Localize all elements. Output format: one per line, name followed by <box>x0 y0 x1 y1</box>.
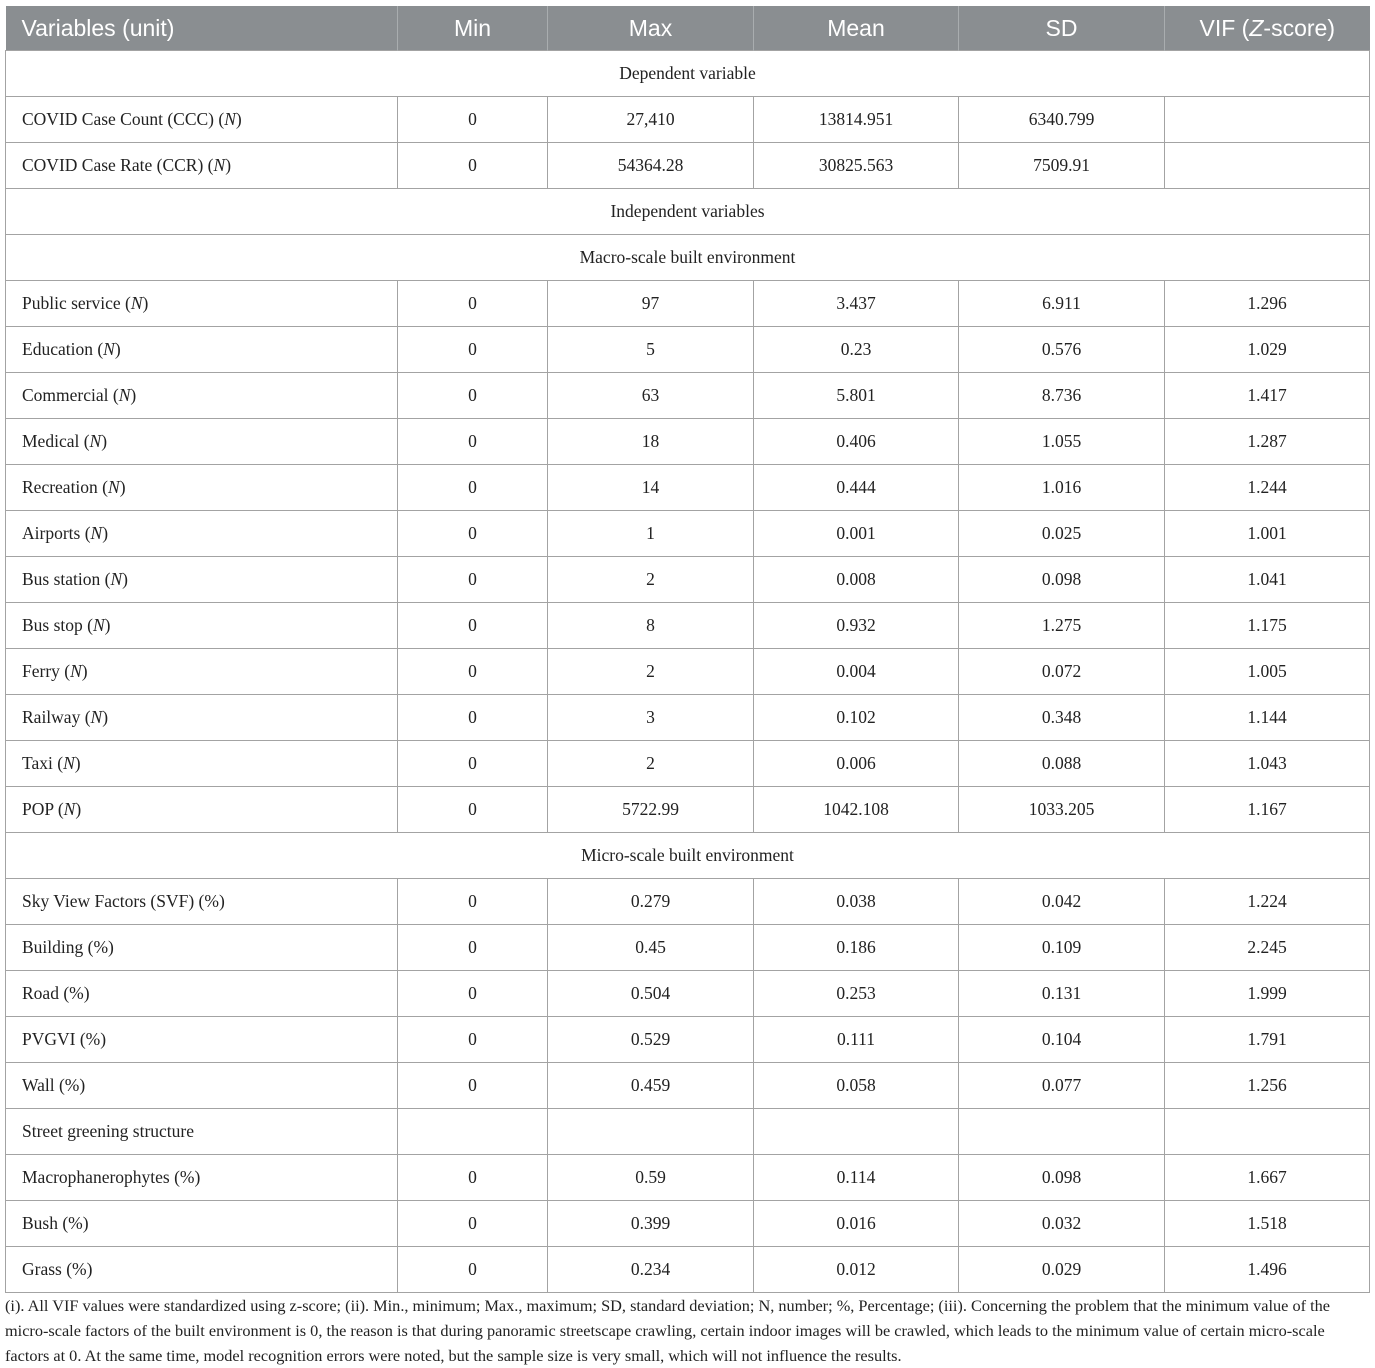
variable-unit: N <box>130 293 143 313</box>
value-mean: 5.801 <box>754 373 959 419</box>
variable-unit: N <box>90 707 103 727</box>
table-row <box>6 649 1370 695</box>
header-min: Min <box>398 6 548 51</box>
variable-name: PVGVI (%) <box>22 1029 107 1049</box>
value-max: 5722.99 <box>548 787 754 833</box>
value-max: 0.45 <box>548 925 754 971</box>
table-row <box>6 1017 1370 1063</box>
header-vif-pre: VIF ( <box>1199 14 1250 41</box>
table-row <box>6 695 1370 741</box>
table-row <box>6 1063 1370 1109</box>
variable-name: Bus stop ( <box>22 615 93 635</box>
value-max: 0.279 <box>548 879 754 925</box>
variable-unit: N <box>224 109 236 129</box>
value-min: 0 <box>398 603 548 649</box>
variable-name: Sky View Factors (SVF) (%) <box>22 891 225 911</box>
variable-unit-close: ) <box>225 155 232 175</box>
variable-name-cell <box>6 741 398 787</box>
value-sd: 0.109 <box>959 925 1165 971</box>
section-heading: Micro-scale built environment <box>6 833 1370 879</box>
value-max: 0.234 <box>548 1247 754 1293</box>
variable-unit-close: ) <box>104 615 111 635</box>
variable-name: Recreation ( <box>22 477 108 497</box>
variable-name-cell <box>6 1247 398 1293</box>
value-min: 0 <box>398 1247 548 1293</box>
value-max: 5 <box>548 327 754 373</box>
variable-name: Wall (%) <box>22 1075 86 1095</box>
value-max: 1 <box>548 511 754 557</box>
value-vif: 1.001 <box>1165 511 1370 557</box>
header-variables: Variables (unit) <box>6 6 398 51</box>
variable-unit-close: ) <box>102 523 109 543</box>
variable-name: Education ( <box>22 339 104 359</box>
empty-cell <box>548 1109 754 1155</box>
value-min: 0 <box>398 1063 548 1109</box>
value-min: 0 <box>398 465 548 511</box>
variable-name-cell <box>6 281 398 327</box>
header-vif-z: Z <box>1249 14 1264 41</box>
value-sd: 1.275 <box>959 603 1165 649</box>
variable-name-cell <box>6 1063 398 1109</box>
value-min: 0 <box>398 1155 548 1201</box>
table-row <box>6 373 1370 419</box>
value-vif: 1.144 <box>1165 695 1370 741</box>
value-min: 0 <box>398 557 548 603</box>
value-min: 0 <box>398 143 548 189</box>
variable-unit: N <box>118 385 131 405</box>
value-vif: 1.167 <box>1165 787 1370 833</box>
value-mean: 0.253 <box>754 971 959 1017</box>
value-vif: 1.041 <box>1165 557 1370 603</box>
empty-cell <box>754 1109 959 1155</box>
value-max: 2 <box>548 741 754 787</box>
value-min: 0 <box>398 787 548 833</box>
value-max: 0.504 <box>548 971 754 1017</box>
section-heading: Independent variables <box>6 189 1370 235</box>
value-mean: 0.406 <box>754 419 959 465</box>
variable-unit: N <box>70 661 82 681</box>
value-mean: 0.038 <box>754 879 959 925</box>
variable-unit: N <box>213 155 226 175</box>
value-max: 2 <box>548 649 754 695</box>
value-sd: 0.088 <box>959 741 1165 787</box>
value-min: 0 <box>398 971 548 1017</box>
variable-unit: N <box>92 615 105 635</box>
value-vif: 1.244 <box>1165 465 1370 511</box>
variable-name: Macrophanerophytes (%) <box>22 1167 201 1187</box>
section-heading: Macro-scale built environment <box>6 235 1370 281</box>
table-row <box>6 603 1370 649</box>
value-mean: 0.102 <box>754 695 959 741</box>
header-max: Max <box>548 6 754 51</box>
value-max: 2 <box>548 557 754 603</box>
value-mean: 1042.108 <box>754 787 959 833</box>
table-header <box>6 6 1370 51</box>
variable-unit-close: ) <box>130 385 137 405</box>
value-sd: 0.032 <box>959 1201 1165 1247</box>
value-max: 0.399 <box>548 1201 754 1247</box>
value-vif <box>1165 97 1370 143</box>
value-mean: 3.437 <box>754 281 959 327</box>
variable-unit-close: ) <box>119 477 126 497</box>
value-mean: 0.114 <box>754 1155 959 1201</box>
table-row <box>6 741 1370 787</box>
table-row <box>6 143 1370 189</box>
value-vif: 1.417 <box>1165 373 1370 419</box>
value-vif: 1.175 <box>1165 603 1370 649</box>
value-vif: 1.999 <box>1165 971 1370 1017</box>
variable-name: Ferry ( <box>22 661 71 681</box>
table-row <box>6 97 1370 143</box>
value-sd: 1.016 <box>959 465 1165 511</box>
value-mean: 0.444 <box>754 465 959 511</box>
table-row <box>6 327 1370 373</box>
value-vif <box>1165 143 1370 189</box>
variable-unit: N <box>108 477 120 497</box>
table-row <box>6 971 1370 1017</box>
value-mean: 0.012 <box>754 1247 959 1293</box>
value-min: 0 <box>398 1201 548 1247</box>
value-sd: 0.029 <box>959 1247 1165 1293</box>
variable-name: Medical ( <box>22 431 90 451</box>
variable-name-cell <box>6 465 398 511</box>
value-max: 0.529 <box>548 1017 754 1063</box>
header-mean: Mean <box>754 6 959 51</box>
value-sd: 7509.91 <box>959 143 1165 189</box>
value-sd: 6340.799 <box>959 97 1165 143</box>
value-mean: 0.932 <box>754 603 959 649</box>
value-mean: 0.008 <box>754 557 959 603</box>
variable-name-cell <box>6 1017 398 1063</box>
header-vif-post: -score) <box>1263 14 1335 41</box>
value-vif: 1.029 <box>1165 327 1370 373</box>
variable-name: POP ( <box>22 799 64 819</box>
value-vif: 1.791 <box>1165 1017 1370 1063</box>
section-row <box>6 51 1370 97</box>
value-vif: 1.256 <box>1165 1063 1370 1109</box>
value-mean: 0.001 <box>754 511 959 557</box>
value-max: 0.59 <box>548 1155 754 1201</box>
value-sd: 1.055 <box>959 419 1165 465</box>
variable-name-cell <box>6 143 398 189</box>
value-sd: 0.131 <box>959 971 1165 1017</box>
value-vif: 1.296 <box>1165 281 1370 327</box>
value-mean: 0.006 <box>754 741 959 787</box>
value-sd: 0.098 <box>959 1155 1165 1201</box>
value-min: 0 <box>398 97 548 143</box>
table-row <box>6 419 1370 465</box>
value-mean: 0.004 <box>754 649 959 695</box>
variable-name: COVID Case Count (CCC) ( <box>22 109 225 129</box>
variable-name: Commercial ( <box>22 385 119 405</box>
header-vif <box>1165 6 1370 51</box>
value-sd: 6.911 <box>959 281 1165 327</box>
variable-name: Taxi ( <box>22 753 64 773</box>
table-row <box>6 787 1370 833</box>
value-sd: 0.072 <box>959 649 1165 695</box>
value-min: 0 <box>398 281 548 327</box>
variable-name-cell <box>6 603 398 649</box>
section-heading: Street greening structure <box>6 1109 398 1155</box>
variable-unit: N <box>63 799 76 819</box>
section-heading: Dependent variable <box>6 51 1370 97</box>
variable-unit: N <box>103 339 115 359</box>
value-min: 0 <box>398 879 548 925</box>
variable-name: Road (%) <box>22 983 90 1003</box>
variable-name: Railway ( <box>22 707 91 727</box>
value-mean: 0.058 <box>754 1063 959 1109</box>
statistics-table-container <box>5 6 1369 1293</box>
variable-unit-close: ) <box>114 339 121 359</box>
variable-name: Airports ( <box>22 523 91 543</box>
value-sd: 0.576 <box>959 327 1165 373</box>
variable-name: Building (%) <box>22 937 114 957</box>
table-row <box>6 1155 1370 1201</box>
variable-name-cell <box>6 1155 398 1201</box>
value-mean: 13814.951 <box>754 97 959 143</box>
table-footnote: (i). All VIF values were standardized using z-score; (ii). Min., minimum; Max., maximum; SD, standard deviation; N, number; %, Percentage; (iii). Concerning the problem that the minimum value of the micro-scale factors of the built environment is 0, the reason is that during panoramic streetscape crawling, certain indoor images will be crawled, which leads to the minimum value of certain micro-scale factors at 0. At the same time, model recognition errors were noted, but the sample size is very small, which will not influence the results. <box>5 1296 1330 1365</box>
value-vif: 1.224 <box>1165 879 1370 925</box>
value-min: 0 <box>398 649 548 695</box>
variable-unit: N <box>63 753 75 773</box>
variable-unit-close: ) <box>74 753 81 773</box>
value-sd: 0.077 <box>959 1063 1165 1109</box>
variable-unit: N <box>110 569 123 589</box>
value-min: 0 <box>398 741 548 787</box>
value-sd: 0.348 <box>959 695 1165 741</box>
variable-unit-close: ) <box>235 109 242 129</box>
value-min: 0 <box>398 1017 548 1063</box>
value-min: 0 <box>398 419 548 465</box>
variable-name-cell <box>6 695 398 741</box>
variable-unit-close: ) <box>101 431 108 451</box>
header-sd: SD <box>959 6 1165 51</box>
variable-unit-close: ) <box>142 293 149 313</box>
variable-unit-close: ) <box>102 707 109 727</box>
variable-name-cell <box>6 879 398 925</box>
value-sd: 1033.205 <box>959 787 1165 833</box>
value-max: 0.459 <box>548 1063 754 1109</box>
value-sd: 0.098 <box>959 557 1165 603</box>
table-row <box>6 1247 1370 1293</box>
variable-name: Bus station ( <box>22 569 111 589</box>
variable-name-cell <box>6 925 398 971</box>
value-min: 0 <box>398 373 548 419</box>
table-row <box>6 879 1370 925</box>
value-min: 0 <box>398 925 548 971</box>
variable-name: Grass (%) <box>22 1259 93 1279</box>
variable-name: COVID Case Rate (CCR) ( <box>22 155 214 175</box>
value-max: 97 <box>548 281 754 327</box>
value-max: 54364.28 <box>548 143 754 189</box>
value-max: 8 <box>548 603 754 649</box>
value-min: 0 <box>398 695 548 741</box>
variable-name-cell <box>6 373 398 419</box>
empty-cell <box>959 1109 1165 1155</box>
descriptive-statistics-table <box>5 6 1370 1293</box>
variable-name: Bush (%) <box>22 1213 89 1233</box>
value-vif: 1.667 <box>1165 1155 1370 1201</box>
table-body <box>6 51 1370 1293</box>
variable-unit-close: ) <box>122 569 128 589</box>
variable-name-cell <box>6 511 398 557</box>
section-row <box>6 833 1370 879</box>
value-min: 0 <box>398 511 548 557</box>
variable-name-cell <box>6 649 398 695</box>
value-mean: 0.23 <box>754 327 959 373</box>
value-vif: 1.005 <box>1165 649 1370 695</box>
value-vif: 1.287 <box>1165 419 1370 465</box>
variable-unit-close: ) <box>81 661 88 681</box>
value-max: 27,410 <box>548 97 754 143</box>
value-vif: 1.043 <box>1165 741 1370 787</box>
table-row <box>6 925 1370 971</box>
variable-name: Public service ( <box>22 293 131 313</box>
value-sd: 8.736 <box>959 373 1165 419</box>
variable-unit-close: ) <box>75 799 82 819</box>
value-sd: 0.042 <box>959 879 1165 925</box>
section-row <box>6 1109 1370 1155</box>
value-vif: 2.245 <box>1165 925 1370 971</box>
variable-name-cell <box>6 419 398 465</box>
variable-name-cell <box>6 557 398 603</box>
table-row <box>6 1201 1370 1247</box>
value-min: 0 <box>398 327 548 373</box>
variable-name-cell <box>6 971 398 1017</box>
value-max: 63 <box>548 373 754 419</box>
header-row <box>6 6 1370 51</box>
value-vif: 1.518 <box>1165 1201 1370 1247</box>
variable-unit: N <box>89 431 102 451</box>
variable-name-cell <box>6 97 398 143</box>
empty-cell <box>398 1109 548 1155</box>
section-row <box>6 235 1370 281</box>
value-max: 18 <box>548 419 754 465</box>
table-row <box>6 465 1370 511</box>
table-row <box>6 281 1370 327</box>
value-sd: 0.025 <box>959 511 1165 557</box>
value-max: 14 <box>548 465 754 511</box>
variable-unit: N <box>90 523 103 543</box>
value-mean: 0.111 <box>754 1017 959 1063</box>
variable-name-cell <box>6 787 398 833</box>
value-mean: 0.186 <box>754 925 959 971</box>
value-mean: 0.016 <box>754 1201 959 1247</box>
value-sd: 0.104 <box>959 1017 1165 1063</box>
value-mean: 30825.563 <box>754 143 959 189</box>
table-row <box>6 511 1370 557</box>
variable-name-cell <box>6 1201 398 1247</box>
variable-name-cell <box>6 327 398 373</box>
value-max: 3 <box>548 695 754 741</box>
table-row <box>6 557 1370 603</box>
empty-cell <box>1165 1109 1370 1155</box>
section-row <box>6 189 1370 235</box>
value-vif: 1.496 <box>1165 1247 1370 1293</box>
